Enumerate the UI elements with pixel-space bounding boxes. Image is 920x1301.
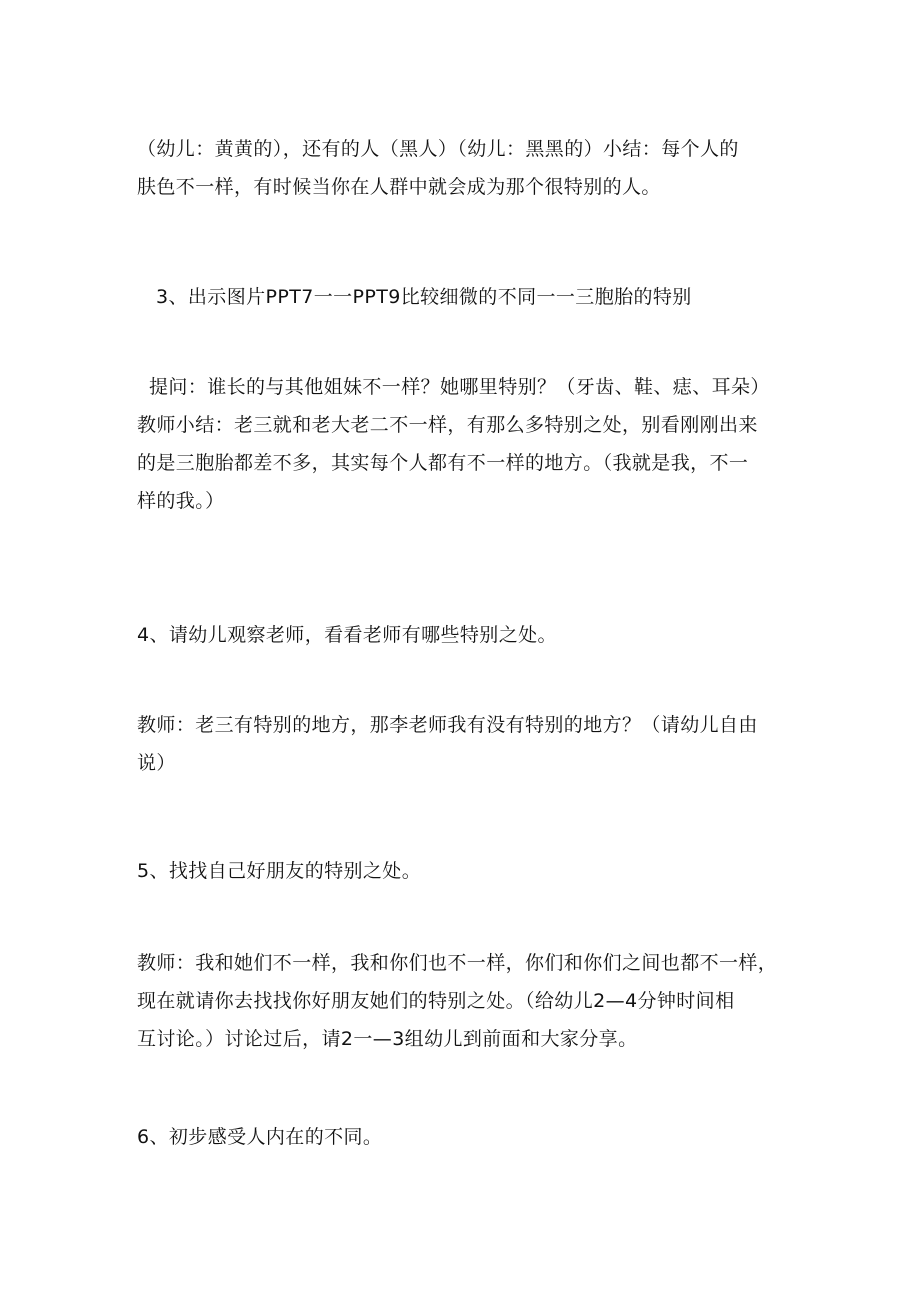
paragraph-skin-color-summary <box>137 130 797 206</box>
text-line: 说） <box>137 752 176 774</box>
text-line: 样的我。） <box>137 490 225 512</box>
text-line: 3、出示图片PPT7一一PPT9比较细微的不同一一三胞胎的特别 <box>156 286 692 308</box>
text-line: 教师：我和她们不一样，我和你们也不一样，你们和你们之间也都不一样， <box>137 952 778 974</box>
text-line: （幼儿：黄黄的），还有的人（黑人）（幼儿：黑黑的）小结：每个人的 <box>137 138 739 160</box>
paragraph-step-3 <box>156 278 816 316</box>
text-line: 现在就请你去找找你好朋友她们的特别之处。（给幼儿2—4分钟时间相 <box>137 990 735 1012</box>
paragraph-step-4 <box>137 616 797 654</box>
text-line: 教师：老三有特别的地方，那李老师我有没有特别的地方？（请幼儿自由 <box>137 714 758 736</box>
text-line: 6、初步感受人内在的不同。 <box>137 1126 383 1148</box>
text-line: 互讨论。）讨论过后，请2一—3组幼儿到前面和大家分享。 <box>137 1028 638 1050</box>
paragraph-step-5 <box>137 852 797 890</box>
paragraph-step-6 <box>137 1118 797 1156</box>
paragraph-teacher-question <box>137 706 797 782</box>
paragraph-friends-discussion <box>137 944 797 1058</box>
text-line: 肤色不一样，有时候当你在人群中就会成为那个很特别的人。 <box>137 176 661 198</box>
text-line: 的是三胞胎都差不多，其实每个人都有不一样的地方。（我就是我，不一 <box>137 452 749 474</box>
text-line: 教师小结：老三就和老大老二不一样，有那么多特别之处，别看刚刚出来 <box>137 414 758 436</box>
text-line: 4、请幼儿观察老师，看看老师有哪些特别之处。 <box>137 624 557 646</box>
text-line: 5、找找自己好朋友的特别之处。 <box>137 860 422 882</box>
paragraph-triplets-question <box>137 368 797 520</box>
text-line: 提问：谁长的与其他姐妹不一样？她哪里特别？（牙齿、鞋、痣、耳朵） <box>149 376 770 398</box>
